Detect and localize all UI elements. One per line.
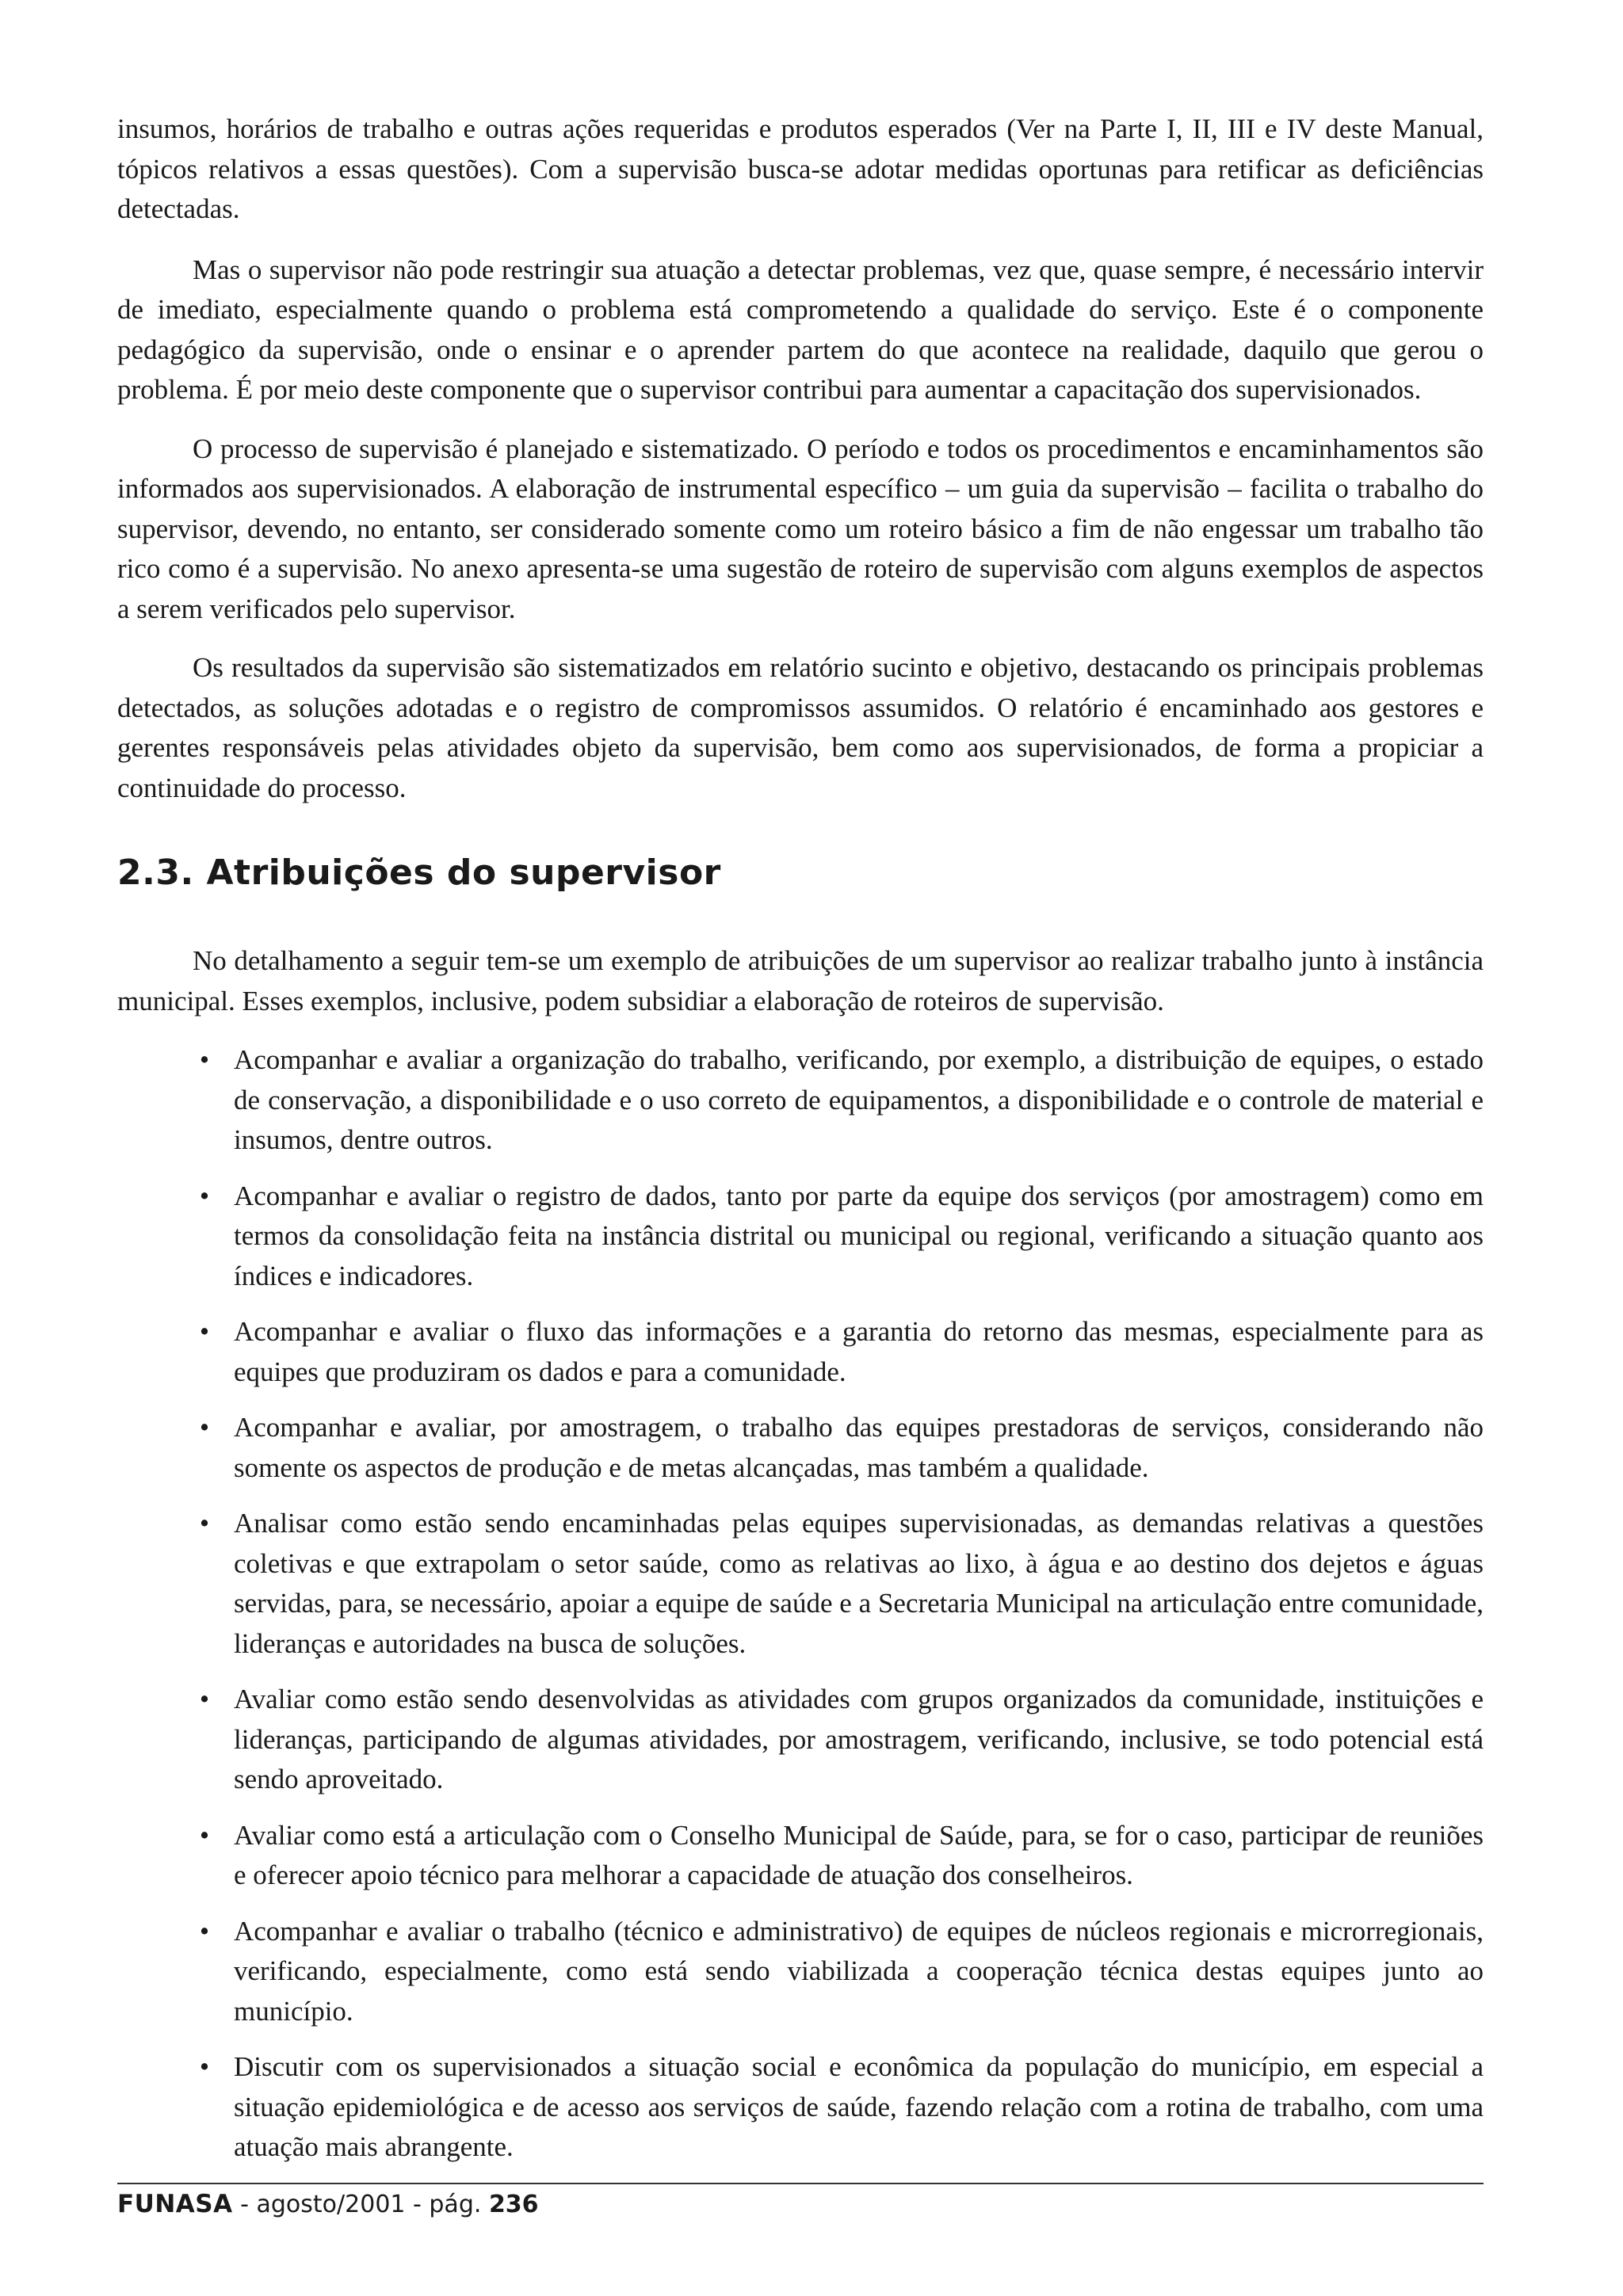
bullet-icon: • [199,1180,210,1211]
bullet-icon: • [199,2051,210,2082]
bullet-icon: • [199,1316,210,1347]
list-item [117,1177,1484,1297]
list-item-text: Acompanhar e avaliar o registro de dados, tanto por parte da equipe dos serviços (por amostragem) como em termos da consolidação feita na instância distrital ou municipal ou regional, verificando a situação quanto aos índices e indicadores. [234,1180,1484,1291]
list-item [117,2047,1484,2168]
list-item-text: Acompanhar e avaliar, por amostragem, o trabalho das equipes prestadoras de serviços, considerando não somente os aspectos de produção e de metas alcançadas, mas também a qualidade. [234,1412,1484,1483]
list-item-text: Analisar como estão sendo encaminhadas pelas equipes supervisionadas, as demandas relativas a questões coletivas e que extrapolam o setor saúde, como as relativas ao lixo, à água e ao destino dos dejetos e águas servidas, para, se necessário, apoiar a equipe de saúde e a Secretaria Municipal na articulação entre comunidade, lideranças e autoridades na busca de soluções. [234,1508,1484,1659]
bullet-icon: • [199,1508,210,1539]
list-item [117,1408,1484,1488]
section-heading: 2.3. Atribuições do supervisor [117,852,721,893]
page-number: 236 [488,2191,539,2218]
paragraph-supervision-process: O processo de supervisão é planejado e sistematizado. O período e todos os procedimentos e encaminhamentos são informados aos supervisionados. A elaboração de instrumental específico – um guia da supervisão – facilita o trabalho do supervisor, devendo, no entanto, ser considerado somente como um roteiro básico a fim de não engessar um trabalho tão rico como é a supervisão. No anexo apresenta-se uma sugestão de roteiro de supervisão com alguns exemplos de aspectos a serem verificados pelo supervisor. [117,433,1484,624]
list-item [117,1312,1484,1392]
section-intro-paragraph: No detalhamento a seguir tem-se um exemplo de atribuições de um supervisor ao realizar trabalho junto à instância municipal. Esses exemplos, inclusive, podem subsidiar a elaboração de roteiros de supervisão. [117,945,1484,1016]
list-item [117,1816,1484,1896]
list-item [117,1504,1484,1664]
bullet-icon: • [199,1684,210,1714]
list-item-text: Avaliar como está a articulação com o Conselho Municipal de Saúde, para, se for o caso, participar de reuniões e oferecer apoio técnico para melhorar a capacidade de atuação dos conselheiros. [234,1819,1484,1890]
paragraph-supervision-results: Os resultados da supervisão são sistematizados em relatório sucinto e objetivo, destacando os principais problemas detectados, as soluções adotadas e o registro de compromissos assumidos. O relatório é encaminhado aos gestores e gerentes responsáveis pelas atividades objeto da supervisão, bem como aos supervisionados, de forma a propiciar a continuidade do processo. [117,652,1484,803]
list-item-text: Acompanhar e avaliar o fluxo das informações e a garantia do retorno das mesmas, especialmente para as equipes que produziram os dados e para a comunidade. [234,1316,1484,1387]
list-item-text: Acompanhar e avaliar o trabalho (técnico e administrativo) de equipes de núcleos regionais e microrregionais, verificando, especialmente, como está sendo viabilizada a cooperação técnica destas equipes junto ao município. [234,1915,1484,2027]
footer-date-text: - agosto/2001 - pág. [232,2191,489,2218]
bullet-icon: • [199,1819,210,1851]
paragraph-continuation: insumos, horários de trabalho e outras ações requeridas e produtos esperados (Ver na Parte I, II, III e IV deste Manual, tópicos relativos a essas questões). Com a supervisão busca-se adotar medidas oportunas para retificar as deficiências detectadas. [117,113,1484,224]
list-item-text: Acompanhar e avaliar a organização do trabalho, verificando, por exemplo, a distribuição de equipes, o estado de conservação, a disponibilidade e o uso correto de equipamentos, a disponibilidade e o controle de material e insumos, dentre outros. [234,1044,1484,1155]
bullet-icon: • [199,1915,210,1947]
list-item-text: Avaliar como estão sendo desenvolvidas as atividades com grupos organizados da comunidade, instituições e lideranças, participando de algumas atividades, por amostragem, verificando, inclusive, se todo potencial está sendo aproveitado. [234,1684,1484,1794]
document-body [117,109,1484,2183]
bullet-icon: • [199,1412,210,1443]
list-item [117,1040,1484,1161]
attributions-list [117,1040,1484,2168]
bullet-icon: • [199,1044,210,1075]
footer-divider [117,2183,1484,2184]
page-footer [117,2190,539,2218]
list-item-text: Discutir com os supervisionados a situação social e econômica da população do município, em especial a situação epidemiológica e de acesso aos serviços de saúde, fazendo relação com a rotina de trabalho, com uma atuação mais abrangente. [234,2051,1484,2162]
paragraph-pedagogical-component: Mas o supervisor não pode restringir sua atuação a detectar problemas, vez que, quase sempre, é necessário intervir de imediato, especialmente quando o problema está comprometendo a qualidade do serviço. Este é o componente pedagógico da supervisão, onde o ensinar e o aprender partem do que acontece na realidade, daquilo que gerou o problema. É por meio deste componente que o supervisor contribui para aumentar a capacitação dos supervisionados. [117,254,1484,405]
list-item [117,1680,1484,1800]
list-item [117,1912,1484,2032]
footer-brand: FUNASA [117,2190,233,2218]
